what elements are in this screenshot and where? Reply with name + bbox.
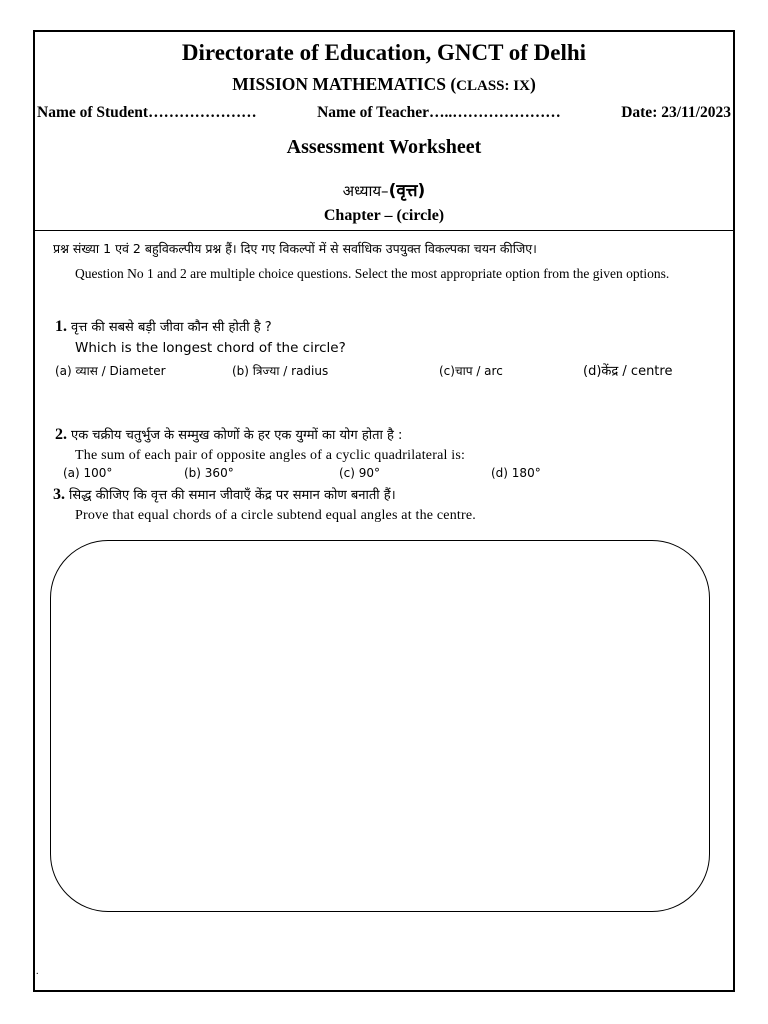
q1-option-d: (d)केंद्र / centre <box>583 364 673 379</box>
date-field: Date: 23/11/2023 <box>621 104 731 121</box>
question-3-hindi <box>53 485 396 504</box>
info-row <box>37 104 731 122</box>
question-2-english: The sum of each pair of opposite angles of a cyclic quadrilateral is: <box>75 448 466 463</box>
q2-option-c: (c) 90° <box>339 466 381 480</box>
mission-label: MISSION MATHEMATICS ( <box>232 74 457 94</box>
q1-option-a: (a) व्यास / Diameter <box>55 364 166 378</box>
q2-option-a: (a) 100° <box>63 466 113 480</box>
question-3-hindi-text: सिद्ध कीजिए कि वृत्त की समान जीवाएँ केंद्र पर समान कोण बनाती हैं। <box>69 488 396 503</box>
header-divider <box>35 230 733 231</box>
worksheet-title: Assessment Worksheet <box>286 136 482 158</box>
mission-line <box>35 74 733 95</box>
class-label: CLASS: IX <box>456 78 530 94</box>
footer-mark: . <box>36 966 39 977</box>
chapter-hindi <box>35 178 733 201</box>
mission-close: ) <box>529 74 536 94</box>
question-2-hindi <box>55 425 402 444</box>
chapter-hindi-prefix: अध्याय– <box>342 182 389 200</box>
page-title: Directorate of Education, GNCT of Delhi <box>181 40 587 65</box>
student-name-field: Name of Student………………… <box>37 104 257 121</box>
instructions-hindi: प्रश्न संख्या 1 एवं 2 बहुविकल्पीय प्रश्न हैं। दिए गए विकल्पों में से सर्वाधिक उपयुक्त विकल्पका चयन कीजिए। <box>53 241 537 256</box>
question-2-hindi-text: एक चक्रीय चतुर्भुज के सम्मुख कोणों के हर एक युग्मों का योग होता है : <box>71 428 403 443</box>
question-1-english: Which is the longest chord of the circle? <box>75 340 346 356</box>
question-1-number: 1. <box>55 318 67 335</box>
teacher-name-field: Name of Teacher…..………………… <box>317 104 561 121</box>
question-3-english: Prove that equal chords of a circle subtend equal angles at the centre. <box>75 508 476 523</box>
answer-box[interactable] <box>50 540 710 912</box>
question-1-hindi <box>55 317 272 336</box>
question-1-hindi-text: वृत्त की सबसे बड़ी जीवा कौन सी होती है ? <box>71 320 272 335</box>
chapter-english: Chapter – (circle) <box>323 207 445 224</box>
chapter-hindi-name: (वृत्त) <box>388 181 426 201</box>
q2-option-d: (d) 180° <box>491 466 541 480</box>
instructions-english: Question No 1 and 2 are multiple choice questions. Select the most appropriate option from the given options. <box>75 266 670 281</box>
q1-option-c: (c)चाप / arc <box>439 364 503 378</box>
worksheet-frame <box>33 30 735 992</box>
question-2-number: 2. <box>55 426 67 443</box>
q2-option-b: (b) 360° <box>184 466 234 480</box>
q1-option-b: (b) त्रिज्या / radius <box>232 364 329 378</box>
question-3-number: 3. <box>53 486 65 503</box>
